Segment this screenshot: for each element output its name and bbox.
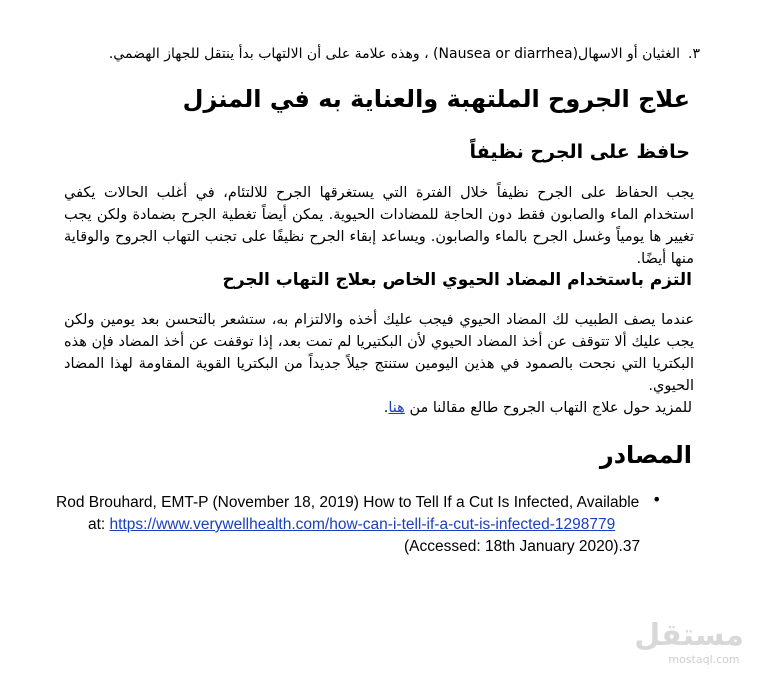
reference-line-3: (Accessed: 18th January 2020).37 (404, 538, 641, 555)
reference-url-link[interactable]: https://www.verywellhealth.com/how-can-i-tell-if-a-cut-is-infected-1298779 (109, 516, 616, 533)
reference-line-1: Rod Brouhard, EMT-P (November 18, 2019) How to Tell If a Cut Is Infected, Available (56, 494, 640, 511)
more-info-line (72, 397, 692, 419)
list-text-before: الغثيان أو الاسهال( (572, 46, 681, 62)
watermark-domain: mostaql.com (668, 653, 740, 666)
reference-at-label: at: (88, 516, 110, 533)
list-item-nausea (60, 44, 700, 64)
list-text-english: Nausea or diarrhea (438, 46, 573, 62)
watermark-logo: مستقل (634, 618, 744, 653)
section-2-paragraph: عندما يصف الطبيب لك المضاد الحيوي فيجب عليك أخذه والالتزام به، ستشعر بالتحسن بعد يومين ولكن يجب عليك ألا تتوقف عن أخذ المضاد الحيوي لأن البكتيريا لم تمت بعد، إذا توقفت عن أخذ المضاد فإن هذه البكتريا التي نجحت بالصمود في هذين اليومين ستنتج جيلاً جديداً من البكتريا القوية المقاومة لهذا المضاد الحيوي. (64, 312, 694, 394)
main-heading: علاج الجروح الملتهبة والعناية به في المنزل (182, 85, 690, 113)
reference-bullet: • (652, 490, 662, 509)
reference-line-2 (56, 514, 646, 536)
more-info-link[interactable]: هنا (388, 400, 405, 416)
sources-heading: المصادر (599, 441, 692, 469)
section-2-heading: التزم باستخدام المضاد الحيوي الخاص بعلاج التهاب الجرح (222, 270, 692, 290)
mostaql-watermark (634, 618, 744, 666)
section-1-heading: حافظ على الجرح نظيفاً (469, 141, 690, 163)
more-info-text: للمزيد حول علاج التهاب الجروح طالع مقالنا من (404, 400, 692, 416)
reference-entry (56, 492, 646, 558)
list-number: ٣. (688, 46, 700, 62)
section-1-paragraph: يجب الحفاظ على الجرح نظيفاً خلال الفترة التي يستغرقها الجرح للالتئام، في أغلب الحالات يكفي استخدام الماء والصابون فقط دون الحاجة للمضادات الحيوية. يمكن أيضاً تغطية الجرح بضمادة ولكن يجب تغيير ها يومياً وغسل الجرح بالماء والصابون. ويساعد إبقاء الجرح نظيفًا على تجنب التهاب الجروح والوقاية منها أيضًا. (64, 185, 694, 267)
more-info-end: . (383, 400, 389, 416)
list-text-after: ) ، وهذه علامة على أن الالتهاب بدأ ينتقل للجهاز الهضمي. (108, 46, 439, 62)
